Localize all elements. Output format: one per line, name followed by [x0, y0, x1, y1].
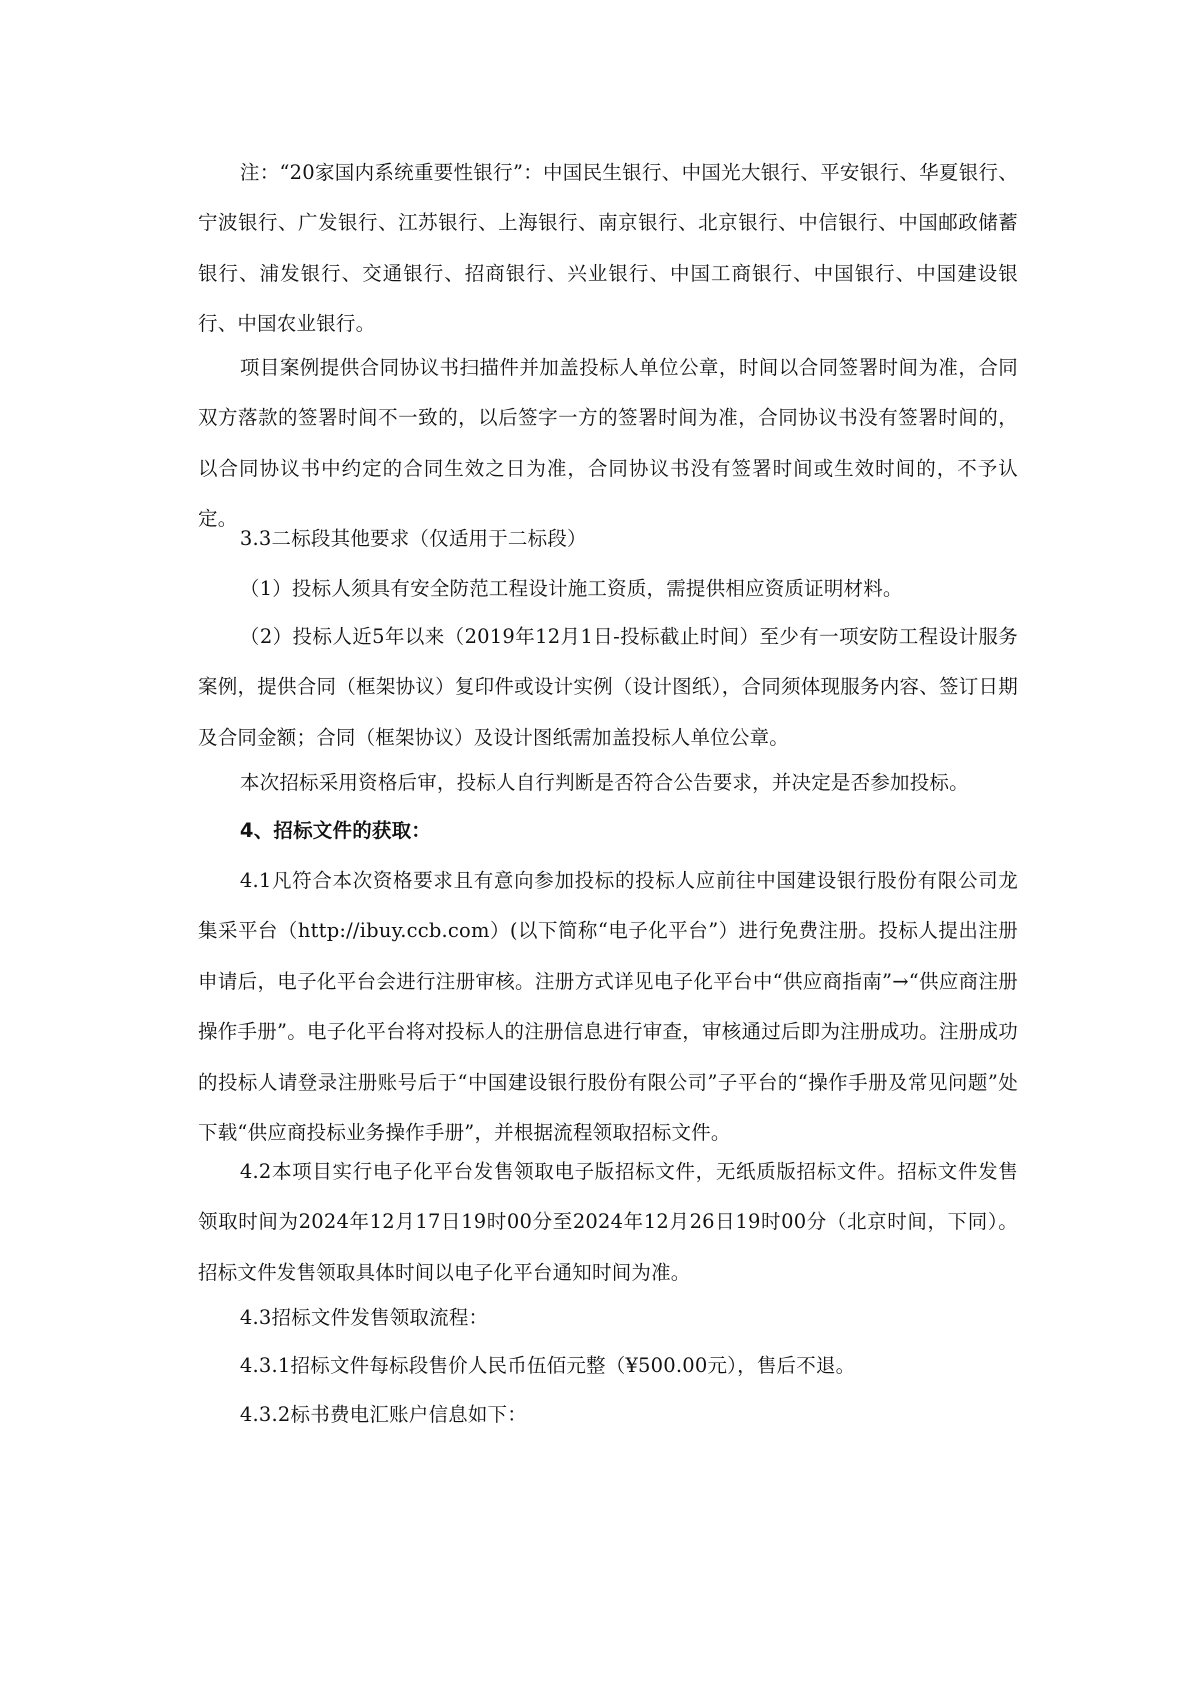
section-4-3-heading: 4.3招标文件发售领取流程：	[239, 1306, 489, 1329]
section-4-2-sale-period: 4.2本项目实行电子化平台发售领取电子版招标文件，无纸质版招标文件。招标文件发售领取时间为2024年12月17日19时00分至2024年12月26日19时00分（北京时间，下同）。招标文件发售领取具体时间以电子化平台通知时间为准。	[198, 1160, 1018, 1284]
section-3-3-heading: 3.3二标段其他要求（仅适用于二标段）	[239, 527, 587, 550]
section-4-1-registration: 4.1凡符合本次资格要求且有意向参加投标的投标人应前往中国建设银行股份有限公司龙集采平台（http://ibuy.ccb.com）(以下简称“电子化平台”）进行免费注册。投标人提出注册申请后，电子化平台会进行注册审核。注册方式详见电子化平台中“供应商指南”→“供应商注册操作手册”。电子化平台将对投标人的注册信息进行审查，审核通过后即为注册成功。注册成功的投标人请登录注册账号后于“中国建设银行股份有限公司”子平台的“操作手册及常见问题”处下载“供应商投标业务操作手册”，并根据流程领取招标文件。	[198, 869, 1018, 1145]
requirement-2: （2）投标人近5年以来（2019年12月1日-投标截止时间）至少有一项安防工程设计服务案例，提供合同（框架协议）复印件或设计实例（设计图纸），合同须体现服务内容、签订日期及合同金额；合同（框架协议）及设计图纸需加盖投标人单位公章。	[198, 625, 1018, 749]
section-4-3-2-account: 4.3.2标书费电汇账户信息如下：	[239, 1403, 527, 1426]
case-contract-requirement: 项目案例提供合同协议书扫描件并加盖投标人单位公章，时间以合同签署时间为准，合同双方落款的签署时间不一致的，以后签字一方的签署时间为准，合同协议书没有签署时间的，以合同协议书中约定的合同生效之日为准，合同协议书没有签署时间或生效时间的，不予认定。	[198, 356, 1018, 531]
section-4-3-1-price: 4.3.1招标文件每标段售价人民币伍佰元整（¥500.00元），售后不退。	[239, 1354, 856, 1377]
requirement-1: （1）投标人须具有安全防范工程设计施工资质，需提供相应资质证明材料。	[239, 577, 903, 600]
note-systemic-banks: 注：“20家国内系统重要性银行”：中国民生银行、中国光大银行、平安银行、华夏银行、宁波银行、广发银行、江苏银行、上海银行、南京银行、北京银行、中信银行、中国邮政储蓄银行、浦发银行、交通银行、招商银行、兴业银行、中国工商银行、中国银行、中国建设银行、中国农业银行。	[198, 161, 1018, 336]
section-4-heading: 4、招标文件的获取：	[239, 819, 431, 842]
qualification-post-review: 本次招标采用资格后审，投标人自行判断是否符合公告要求，并决定是否参加投标。	[239, 771, 969, 794]
